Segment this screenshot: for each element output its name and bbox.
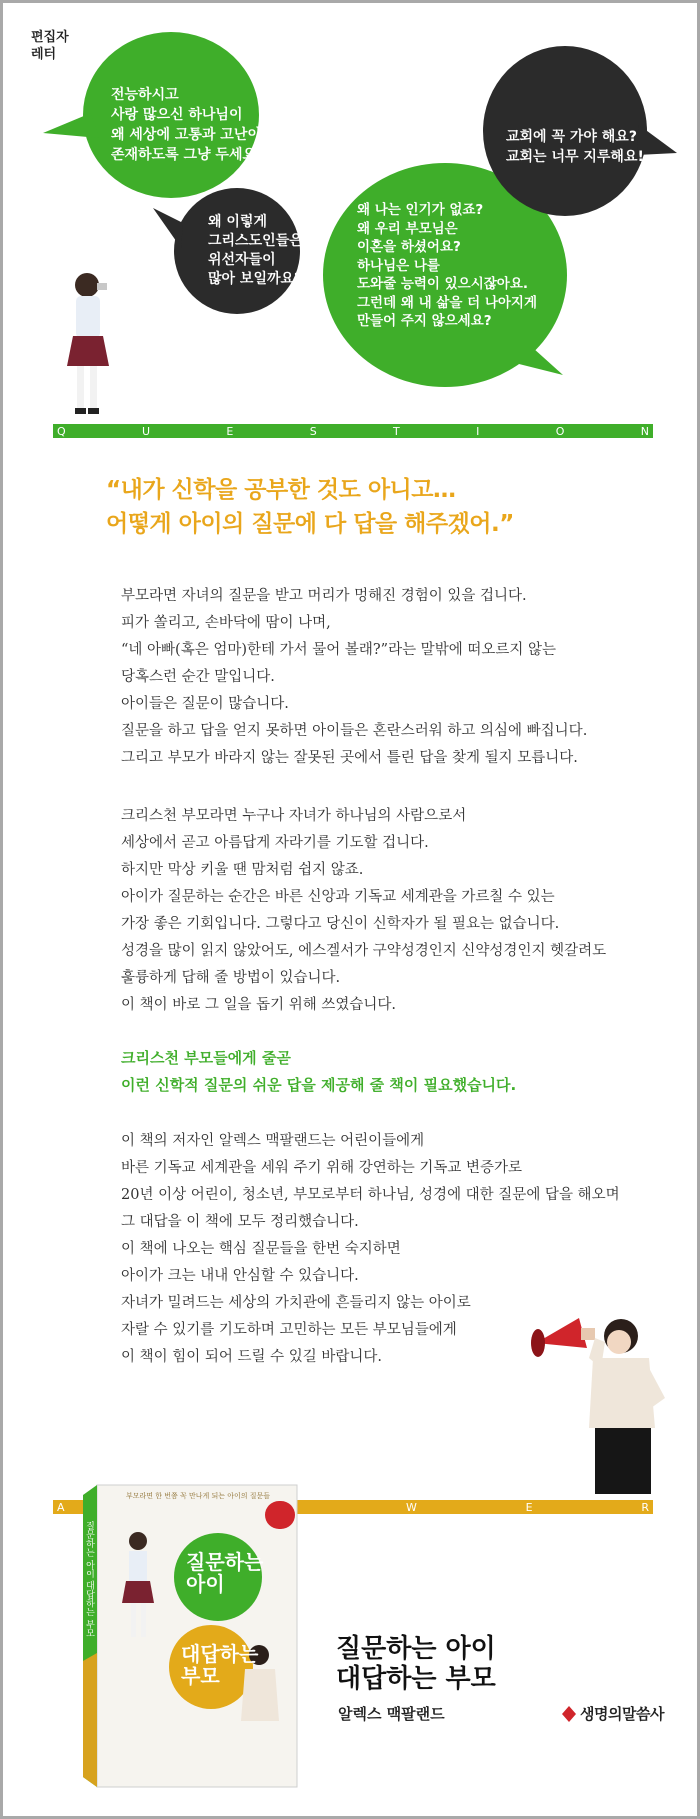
- pull-quote: “내가 신학을 공부한 것도 아니고… 어떻게 아이의 질문에 다 답을 해주겠어.”: [106, 477, 514, 537]
- bubble-1-text: 전능하시고 사랑 많으신 하나님이 왜 세상에 고통과 고난이 존재하도록 그냥 두세요?: [111, 87, 265, 163]
- page: [3, 3, 697, 1816]
- book-cover: [83, 1481, 301, 1791]
- woman-megaphone-illustration: [531, 1298, 671, 1498]
- answer-band: A W E R: [53, 1500, 653, 1514]
- editor-letter-tag: 편집자 레터: [31, 30, 69, 62]
- girl-illustration: [67, 273, 109, 414]
- paragraph-1: 부모라면 자녀의 질문을 받고 머리가 멍해진 경험이 있을 겁니다. 피가 쏠리고, 손바닥에 땀이 나며, “네 아빠(혹은 엄마)한테 가서 물어 볼래?”라는 말밖에 떠오르지 않는 당혹스런 순간 말입니다. 아이들은 질문이 많습니다. 질문을 하고 답을 얻지 못하면 아이들은 혼란스러워 하고 의심에 빠집니다. 그리고 부모가 바라지 않는 잘못된 곳에서 틀린 답을 찾게 될지 모릅니다.: [121, 588, 588, 766]
- book-spine-title: 질문하는 아이 대답하는 부모: [84, 1521, 94, 1638]
- paragraph-3: 이 책의 저자인 알렉스 맥팔랜드는 어린이들에게 바른 기독교 세계관을 세워 주기 위해 강연하는 기독교 변증가로 20년 이상 어린이, 청소년, 부모로부터 하나님, 성경에 대한 질문에 답을 해오며 그 대답을 이 책에 모두 정리했습니다. 이 책에 나오는 핵심 질문들을 한번 숙지하면 아이가 크는 내내 안심할 수 있습니다. 자녀가 밀려드는 세상의 가치관에 흔들리지 않는 아이로 자랄 수 있기를 기도하며 고민하는 모든 부모님들에게 이 책이 힘이 되어 드릴 수 있길 바랍니다.: [121, 1133, 620, 1365]
- bubble-3-text: 왜 나는 인기가 없죠? 왜 우리 부모님은 이혼을 하셨어요? 하나님은 나를 도와줄 능력이 있으시잖아요. 그런데 왜 내 삶을 더 나아지게 만들어 주지 않으세요?: [357, 202, 537, 329]
- publisher-logo: [561, 1703, 664, 1724]
- book-cover-title-2: 대답하는 부모: [181, 1642, 259, 1688]
- publisher-name: 생명의말씀사: [580, 1705, 664, 1723]
- book-author: 알렉스 맥팔랜드: [338, 1705, 445, 1723]
- question-band: Q U E S T I O N: [53, 424, 653, 438]
- book-title: 질문하는 아이 대답하는 부모: [336, 1634, 496, 1694]
- speech-bubbles: [3, 3, 697, 443]
- bubble-2-text: 왜 이렇게 그리스도인들은 위선자들이 많아 보일까요?: [208, 214, 303, 287]
- highlight-paragraph: 크리스천 부모들에게 줄곧 이런 신학적 질문의 쉬운 답을 제공해 줄 책이 필요했습니다.: [121, 1049, 517, 1094]
- paragraph-2: 크리스천 부모라면 누구나 자녀가 하나님의 사람으로서 세상에서 곧고 아름답게 자라기를 기도할 겁니다. 하지만 막상 키울 땐 맘처럼 쉽지 않죠. 아이가 질문하는 순간은 바른 신앙과 기독교 세계관을 가르칠 수 있는 가장 좋은 기회입니다. 그렇다고 당신이 신학자가 될 필요는 없습니다. 성경을 많이 읽지 않았어도, 에스겔서가 구약성경인지 신약성경인지 헷갈려도 훌륭하게 답해 줄 방법이 있습니다. 이 책이 바로 그 일을 돕기 위해 쓰였습니다.: [121, 808, 607, 1013]
- book-cover-tagline: 부모라면 한 번쯤 꼭 만나게 되는 아이의 질문들: [125, 1492, 271, 1500]
- book-cover-title-1: 질문하는 아이: [186, 1550, 264, 1596]
- bubble-4-text: 교회에 꼭 가야 해요? 교회는 너무 지루해요!: [506, 129, 644, 165]
- publisher-mark-icon: [561, 1705, 577, 1723]
